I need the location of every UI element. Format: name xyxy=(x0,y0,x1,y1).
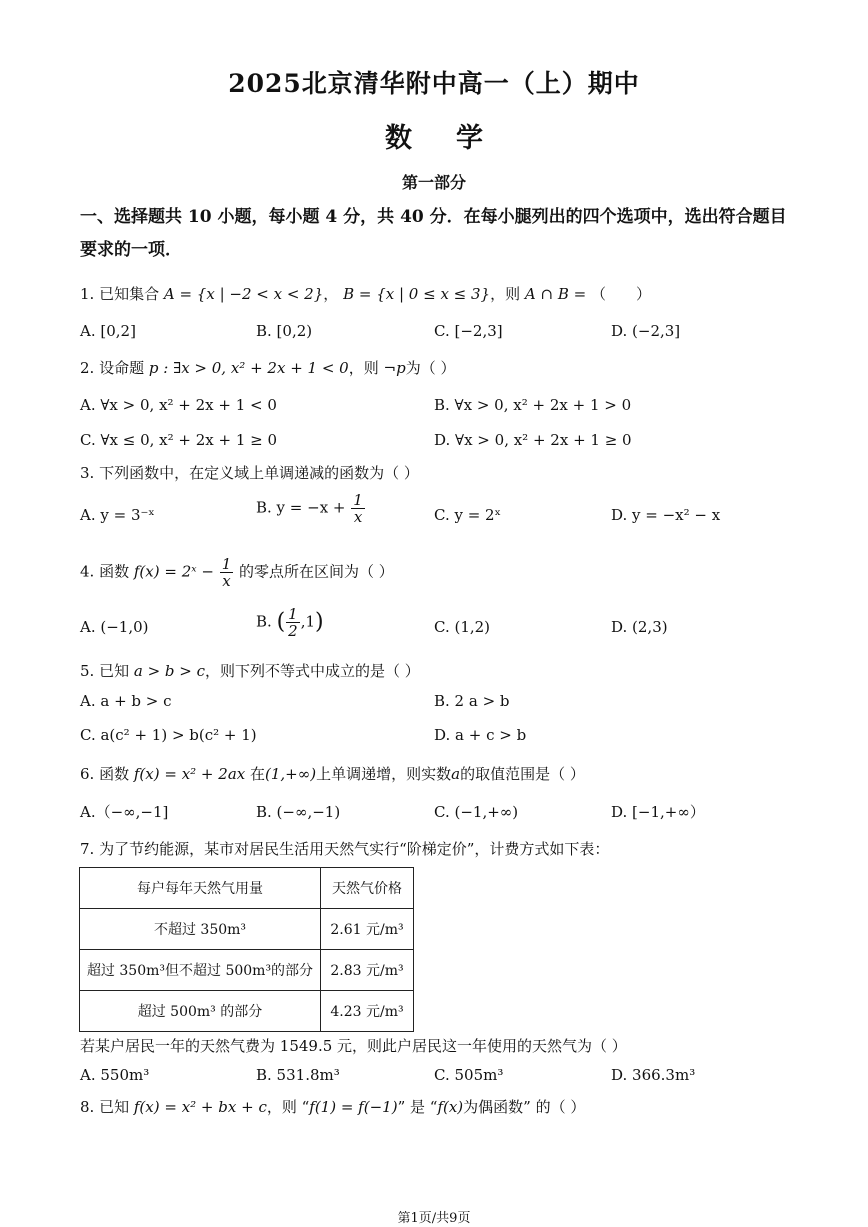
table-cell: 2.83 元/m³ xyxy=(321,950,414,991)
q3-option-b-fraction xyxy=(351,492,365,525)
part-title: 第一部分 xyxy=(401,173,466,192)
question-5-stem xyxy=(80,660,420,682)
q1-option-c: C. [−2,3] xyxy=(434,322,503,340)
table-header-price: 天然气价格 xyxy=(321,868,414,909)
question-8-stem xyxy=(80,1096,585,1118)
q2-option-a: A. ∀x > 0, x² + 2x + 1 < 0 xyxy=(80,396,277,414)
table-cell: 超过 500m³ 的部分 xyxy=(80,991,321,1032)
q8-cond: f(1) = f(−1) xyxy=(309,1098,398,1116)
q8-stem-a: 8. 已知 xyxy=(80,1098,130,1116)
q4-option-b-paren-close: ) xyxy=(315,609,324,635)
q6-stem-b: 在 xyxy=(250,765,266,783)
q4-option-b xyxy=(256,606,324,639)
q6-option-d: D. [−1,+∞） xyxy=(611,803,705,821)
table-cell: 4.23 元/m³ xyxy=(321,991,414,1032)
exam-title: 2025北京清华附中高一（上）期中 xyxy=(228,69,640,98)
q3-frac-num: 1 xyxy=(353,491,363,509)
q5-option-c: C. a(c² + 1) > b(c² + 1) xyxy=(80,726,257,744)
question-3-stem: 3. 下列函数中，在定义域上单调递减的函数为（ ） xyxy=(80,464,419,482)
q8-stem-c: ” 是 “ xyxy=(397,1098,438,1116)
q3-option-b xyxy=(256,492,366,525)
q5-stem-a: 5. 已知 xyxy=(80,662,130,680)
q2-prop: p : ∃x > 0, x² + 2x + 1 < 0 xyxy=(148,359,349,377)
q1-expr: A ∩ B = xyxy=(524,285,587,303)
q6-stem-a: 6. 函数 xyxy=(80,765,130,783)
q4-fraction xyxy=(220,556,234,589)
q5-stem-b: ，则下列不等式中成立的是（ ） xyxy=(205,662,420,680)
q7-option-c: C. 505m³ xyxy=(434,1066,504,1084)
q2-stem-b: ，则 xyxy=(348,359,379,377)
q5-option-d: D. a + c > b xyxy=(434,726,527,744)
q2-option-d: D. ∀x > 0, x² + 2x + 1 ≥ 0 xyxy=(434,431,632,449)
subject-title xyxy=(0,116,868,155)
q8-stem-d: 为偶函数” 的（ ） xyxy=(463,1098,586,1116)
q5-option-b: B. 2 a > b xyxy=(434,692,510,710)
q6-var: a xyxy=(451,765,461,783)
q1-sep: ， xyxy=(323,285,339,303)
q4-frac-den: x xyxy=(222,572,231,590)
q7-option-d: D. 366.3m³ xyxy=(611,1066,696,1084)
question-7-followup: 若某户居民一年的天然气费为 1549.5 元，则此户居民这一年使用的天然气为（ ） xyxy=(80,1037,627,1055)
q2-stem-c: 为（ ） xyxy=(405,359,456,377)
q1-set-a: A = {x | −2 < x < 2} xyxy=(163,285,324,303)
q1-blank: （ ） xyxy=(590,285,651,303)
q6-option-a: A.（−∞,−1] xyxy=(80,803,169,821)
q6-stem-d: 的取值范围是（ ） xyxy=(460,765,585,783)
q1-option-a: A. [0,2] xyxy=(80,322,136,340)
q4-option-b-paren-open: ( xyxy=(276,609,286,635)
section-heading: 一、选择题共 10 小题，每小题 4 分，共 40 分．在每小腿列出的四个选项中，选出符合题目要求的一项． xyxy=(80,207,787,260)
q8-concl: f(x) xyxy=(437,1098,464,1116)
q4-option-b-fraction xyxy=(286,606,300,639)
q4-option-a: A. (−1,0) xyxy=(80,618,149,636)
q4-option-b-rest: ,1 xyxy=(300,612,316,631)
q4-option-b-num: 1 xyxy=(288,605,298,623)
q5-option-a: A. a + b > c xyxy=(80,692,172,710)
q2-neg: ¬p xyxy=(383,359,406,377)
page-footer: 第1页/共9页 xyxy=(397,1211,471,1226)
q6-interval: (1,+∞) xyxy=(265,765,317,783)
q7-option-b: B. 531.8m³ xyxy=(256,1066,340,1084)
q6-option-b: B. (−∞,−1) xyxy=(256,803,341,821)
q7-option-a: A. 550m³ xyxy=(80,1066,150,1084)
q1-option-b: B. [0,2) xyxy=(256,322,313,340)
q4-func: f(x) = 2ˣ − xyxy=(133,562,214,581)
q8-func: f(x) = x² + bx + c xyxy=(133,1098,267,1116)
q1-set-b: B = {x | 0 ≤ x ≤ 3} xyxy=(343,285,491,303)
q3-option-c: C. y = 2ˣ xyxy=(434,506,501,524)
subject-char-1: 数 xyxy=(385,123,412,154)
table-cell: 不超过 350m³ xyxy=(80,909,321,950)
q3-option-b-text: B. y = −x + xyxy=(256,498,346,517)
q5-cond: a > b > c xyxy=(133,662,206,680)
q4-option-d: D. (2,3) xyxy=(611,618,668,636)
q2-option-c: C. ∀x ≤ 0, x² + 2x + 1 ≥ 0 xyxy=(80,431,278,449)
q3-option-d: D. y = −x² − x xyxy=(611,506,721,524)
question-7-stem: 7. 为了节约能源，某市对居民生活用天然气实行“阶梯定价”，计费方式如下表： xyxy=(80,840,610,858)
table-header-row xyxy=(80,868,414,909)
q3-frac-den: x xyxy=(353,508,363,526)
q4-option-b-label: B. xyxy=(256,612,272,631)
q4-option-b-den: 2 xyxy=(288,622,298,640)
table-row xyxy=(80,909,414,950)
q1-stem-b: ，则 xyxy=(490,285,521,303)
question-6-stem xyxy=(80,763,585,785)
gas-price-table xyxy=(79,867,414,1032)
table-row xyxy=(80,991,414,1032)
q6-stem-c: 上单调递增，则实数 xyxy=(316,765,452,783)
q6-func: f(x) = x² + 2ax xyxy=(133,765,246,783)
q8-stem-b: ，则 “ xyxy=(266,1098,310,1116)
q4-option-c: C. (1,2) xyxy=(434,618,491,636)
table-cell: 超过 350m³但不超过 500m³的部分 xyxy=(80,950,321,991)
q6-option-c: C. (−1,+∞) xyxy=(434,803,519,821)
question-2-stem xyxy=(80,357,455,379)
q2-stem-a: 2. 设命题 xyxy=(80,359,145,377)
q2-option-b: B. ∀x > 0, x² + 2x + 1 > 0 xyxy=(434,396,632,414)
q4-stem-b: 的零点所在区间为（ ） xyxy=(239,562,394,581)
q3-option-a: A. y = 3⁻ˣ xyxy=(80,506,155,524)
subject-char-2: 学 xyxy=(456,123,483,154)
table-header-usage: 每户每年天然气用量 xyxy=(80,868,321,909)
table-cell: 2.61 元/m³ xyxy=(321,909,414,950)
q4-stem-a: 4. 函数 xyxy=(80,562,130,581)
q1-option-d: D. (−2,3] xyxy=(611,322,681,340)
q1-stem-a: 1. 已知集合 xyxy=(80,285,160,303)
table-row xyxy=(80,950,414,991)
question-4-stem xyxy=(80,556,394,589)
question-1-stem xyxy=(80,283,651,305)
q4-frac-num: 1 xyxy=(221,555,232,573)
